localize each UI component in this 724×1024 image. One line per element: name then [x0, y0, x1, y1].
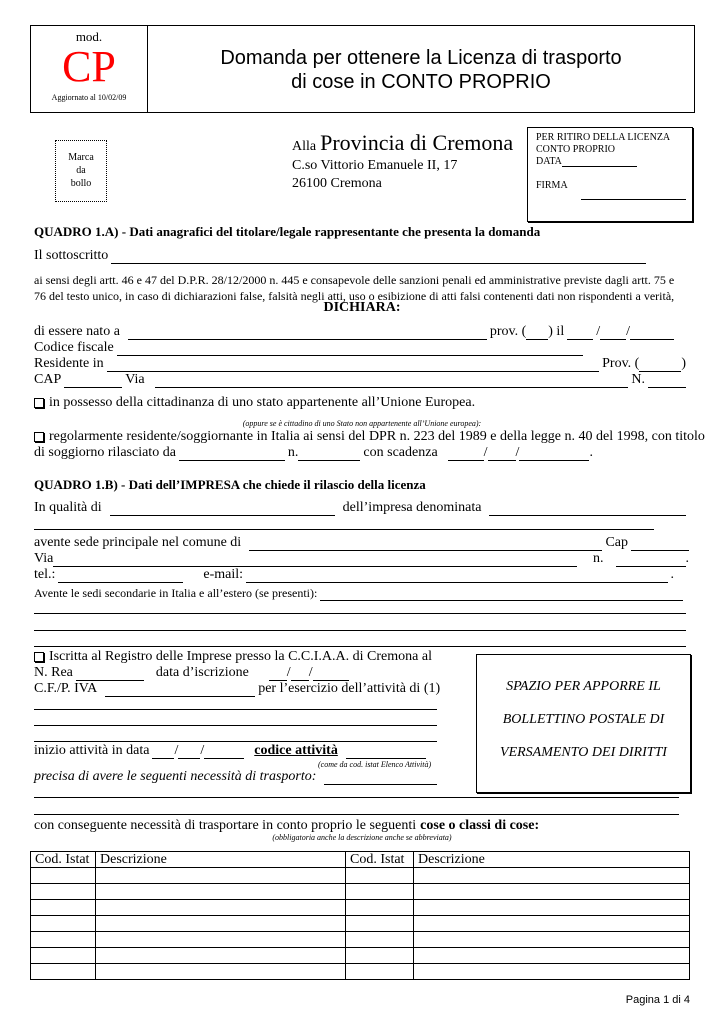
codice-fiscale-field[interactable]: [117, 343, 583, 356]
reg-month-field[interactable]: [291, 668, 309, 681]
transport-needs-label: precisa di avere le seguenti necessità di trasporto:: [34, 769, 317, 784]
paren: ): [681, 356, 686, 371]
hq-street-label: Via: [34, 551, 54, 566]
column-header: Cod. Istat: [346, 852, 414, 868]
company-name-line[interactable]: [34, 529, 654, 530]
expiry-year-field[interactable]: [519, 448, 589, 461]
section-1a-title: QUADRO 1.A) - Dati anagrafici del titolare/legale rappresentante che presenta la domanda: [34, 224, 541, 239]
transport-needs-line[interactable]: [34, 814, 679, 815]
table-cell[interactable]: [414, 932, 690, 948]
header-box: [30, 25, 695, 113]
slash: /: [483, 445, 488, 460]
declaration-text: ai sensi degli artt. 46 e 47 del D.P.R. 28/12/2000 n. 445 e consapevole delle sanzioni penali ed amministrative previste dagli artt. 75 e: [34, 273, 675, 287]
secondary-sites-line[interactable]: [34, 630, 686, 631]
phone-field[interactable]: [58, 570, 183, 583]
table-cell[interactable]: [346, 964, 414, 980]
activity-code-note: (come da cod. istat Elenco Attività): [318, 760, 432, 769]
table-row: [31, 884, 690, 900]
model-code: CP: [62, 42, 116, 91]
slash: /: [174, 743, 179, 758]
number-field[interactable]: [648, 375, 686, 388]
table-cell[interactable]: [96, 884, 346, 900]
sottoscritto-field[interactable]: [111, 251, 646, 264]
table-cell[interactable]: [414, 900, 690, 916]
dichiara-heading: DICHIARA:: [323, 300, 401, 315]
slash: /: [308, 665, 313, 680]
goods-label-bold: cose o classi di cose:: [420, 818, 540, 833]
table-cell[interactable]: [346, 932, 414, 948]
prov-label: prov. (: [489, 324, 527, 339]
slash: /: [596, 324, 601, 339]
table-cell[interactable]: [96, 868, 346, 884]
via-label: Via: [125, 372, 145, 387]
slash: /: [515, 445, 520, 460]
il-label: ) il: [548, 324, 565, 339]
birthplace-field[interactable]: [128, 327, 487, 340]
non-eu-label: regolarmente residente/soggiornante in Italia ai sensi del DPR n. 223 del 1989 e della legge n. 40 del 1998, con titolo: [49, 429, 705, 444]
table-row: [31, 932, 690, 948]
activity-label: per l’esercizio dell’attività di (1): [258, 681, 441, 696]
goods-table: [30, 851, 690, 980]
residence-field[interactable]: [107, 359, 600, 372]
permit-issuer-field[interactable]: [179, 448, 285, 461]
table-cell[interactable]: [31, 964, 96, 980]
table-cell[interactable]: [96, 900, 346, 916]
pickup-signature-label: FIRMA: [536, 180, 568, 191]
number-label: N.: [631, 372, 645, 387]
prov-label: Prov. (: [602, 356, 640, 371]
pickup-line: CONTO PROPRIO: [536, 144, 615, 155]
expiry-label: con scadenza: [363, 445, 438, 460]
birth-month-field[interactable]: [600, 327, 626, 340]
table-cell[interactable]: [96, 964, 346, 980]
table-cell[interactable]: [346, 900, 414, 916]
secondary-sites-line[interactable]: [34, 646, 686, 647]
company-name-label: dell’impresa denominata: [342, 500, 482, 515]
activity-code-field[interactable]: [346, 746, 426, 759]
birth-day-field[interactable]: [567, 327, 593, 340]
vat-label: C.F./P. IVA: [34, 681, 98, 696]
model-cell: [31, 26, 148, 112]
activity-line[interactable]: [34, 709, 437, 710]
company-name-field[interactable]: [489, 503, 686, 516]
hq-number-label: n.: [593, 551, 604, 566]
non-eu-checkbox[interactable]: [34, 432, 44, 442]
table-cell[interactable]: [96, 948, 346, 964]
hq-city-field[interactable]: [249, 538, 602, 551]
title-line-1: Domanda per ottenere la Licenza di trasporto: [220, 47, 622, 69]
email-field[interactable]: [246, 570, 667, 583]
table-cell[interactable]: [346, 868, 414, 884]
permit-number-field[interactable]: [298, 448, 360, 461]
dot: .: [670, 567, 674, 582]
mod-label: mod.: [75, 29, 103, 44]
rea-label: N. Rea: [34, 665, 73, 680]
expiry-day-field[interactable]: [448, 448, 484, 461]
phone-label: tel.:: [34, 567, 56, 582]
residence-label: Residente in: [34, 356, 104, 371]
pickup-box: [527, 127, 693, 222]
goods-label: con conseguente necessità di trasportare in conto proprio le seguenti: [34, 818, 417, 833]
hq-cap-label: Cap: [605, 535, 628, 550]
expiry-month-field[interactable]: [488, 448, 516, 461]
table-cell[interactable]: [31, 868, 96, 884]
table-row: [31, 948, 690, 964]
table-cell[interactable]: [31, 932, 96, 948]
table-header-row: [31, 852, 690, 868]
via-field[interactable]: [155, 375, 629, 388]
postal-slip-box: [476, 654, 691, 793]
column-header: Descrizione: [96, 852, 346, 868]
recipient: [292, 130, 513, 192]
marca-da-bollo-box: [55, 140, 107, 202]
column-header: Descrizione: [414, 852, 690, 868]
goods-note: (obbligatoria anche la descrizione anche se abbreviata): [272, 833, 452, 842]
hq-city-label: avente sede principale nel comune di: [34, 535, 242, 550]
dot: .: [685, 551, 689, 566]
birthplace-label: di essere nato a: [34, 324, 120, 339]
permit-number-label: n.: [287, 445, 299, 460]
eu-citizen-label: in possesso della cittadinanza di uno stato appartenente all’Unione Europea.: [49, 395, 476, 410]
table-row: [31, 916, 690, 932]
secondary-sites-label: Avente le sedi secondarie in Italia e all’estero (se presenti):: [34, 586, 318, 600]
reg-year-field[interactable]: [313, 668, 349, 681]
pickup-signature-field[interactable]: [581, 193, 686, 200]
secondary-sites-line[interactable]: [34, 613, 686, 614]
pickup-date-label: DATA: [536, 156, 562, 167]
hq-street-field[interactable]: [53, 554, 577, 567]
table-row: [31, 964, 690, 980]
residence-prov-field[interactable]: [639, 359, 681, 372]
registro-imprese-checkbox[interactable]: [34, 652, 44, 662]
reg-day-field[interactable]: [269, 668, 287, 681]
cap-field[interactable]: [64, 375, 122, 388]
start-year-field[interactable]: [204, 746, 244, 759]
slash: /: [286, 665, 291, 680]
stamp-line: da: [76, 165, 86, 176]
table-cell[interactable]: [414, 916, 690, 932]
table-cell[interactable]: [96, 916, 346, 932]
column-header: Cod. Istat: [31, 852, 96, 868]
cap-label: CAP: [34, 372, 62, 387]
registration-date-label: data d’iscrizione: [155, 665, 249, 680]
table-row: [31, 868, 690, 884]
pickup-line: PER RITIRO DELLA LICENZA: [536, 132, 671, 143]
start-date-label: inizio attività in data: [34, 743, 150, 758]
activity-line[interactable]: [34, 725, 437, 726]
postal-slip-line: SPAZIO PER APPORRE IL: [506, 679, 661, 694]
birth-prov-field[interactable]: [526, 327, 548, 340]
hq-number-field[interactable]: [616, 554, 686, 567]
start-month-field[interactable]: [178, 746, 200, 759]
slash: /: [626, 324, 630, 339]
table-cell[interactable]: [96, 932, 346, 948]
alla-label: Alla: [292, 139, 317, 154]
section-1b-title: QUADRO 1.B) - Dati dell’IMPRESA che chiede il rilascio della licenza: [34, 477, 426, 492]
page-title: [148, 46, 694, 94]
email-label: e-mail:: [203, 567, 244, 582]
table-cell[interactable]: [346, 884, 414, 900]
page-number: Pagina 1 di 4: [625, 994, 690, 1006]
table-cell[interactable]: [31, 948, 96, 964]
secondary-sites-field[interactable]: [320, 588, 683, 601]
dot: .: [589, 445, 593, 460]
table-cell[interactable]: [346, 948, 414, 964]
recipient-city: 26100 Cremona: [292, 176, 382, 191]
declaration-text: 76 del testo unico, in caso di dichiarazioni false, falsità negli atti, uso o esibizione di atti falsi contenenti dati non rispondenti a verità,: [34, 289, 675, 303]
stamp-line: Marca: [68, 152, 94, 163]
role-field[interactable]: [110, 503, 335, 516]
birth-year-field[interactable]: [630, 327, 674, 340]
vat-field[interactable]: [105, 684, 255, 697]
stamp-line: bollo: [70, 178, 92, 189]
title-line-2: di cose in CONTO PROPRIO: [291, 71, 551, 93]
table-cell[interactable]: [31, 916, 96, 932]
recipient-name: Provincia di Cremona: [320, 130, 514, 155]
updated-date: Aggiornato al 10/02/09: [51, 93, 127, 102]
table-cell[interactable]: [414, 884, 690, 900]
transport-needs-line[interactable]: [34, 797, 679, 798]
hq-cap-field[interactable]: [631, 538, 689, 551]
table-cell[interactable]: [31, 884, 96, 900]
start-day-field[interactable]: [152, 746, 174, 759]
rea-field[interactable]: [76, 668, 144, 681]
permit-issuer-label: di soggiorno rilasciato da: [34, 445, 176, 460]
codice-fiscale-label: Codice fiscale: [34, 340, 114, 355]
registro-imprese-label: Iscritta al Registro delle Imprese presso la C.C.I.A.A. di Cremona al: [49, 649, 432, 664]
sottoscritto-label: Il sottoscritto: [34, 248, 109, 263]
slash: /: [200, 743, 205, 758]
non-eu-note: (oppure se è cittadino di uno Stato non appartenente all’Unione europea):: [242, 419, 482, 428]
role-label: In qualità di: [34, 500, 102, 515]
activity-line[interactable]: [34, 741, 437, 742]
table-cell[interactable]: [414, 948, 690, 964]
postal-slip-line: VERSAMENTO DEI DIRITTI: [500, 745, 667, 760]
recipient-address: C.so Vittorio Emanuele II, 17: [292, 158, 458, 173]
table-cell[interactable]: [414, 868, 690, 884]
table-row: [31, 900, 690, 916]
postal-slip-line: BOLLETTINO POSTALE DI: [502, 712, 665, 727]
activity-code-label: codice attività: [254, 743, 338, 758]
transport-needs-field[interactable]: [324, 772, 437, 785]
table-cell[interactable]: [346, 916, 414, 932]
table-cell[interactable]: [31, 900, 96, 916]
table-cell[interactable]: [414, 964, 690, 980]
eu-citizen-checkbox[interactable]: [34, 398, 44, 408]
pickup-date-field[interactable]: [562, 156, 637, 167]
